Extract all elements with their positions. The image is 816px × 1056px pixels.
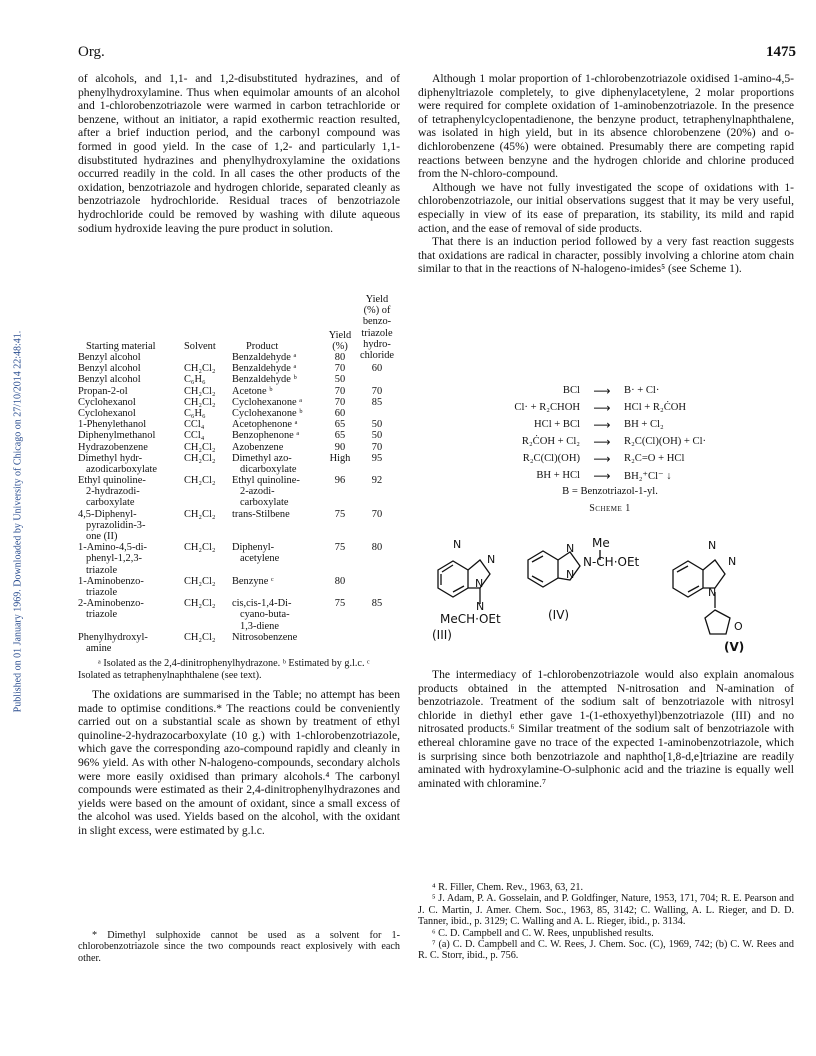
table-row xyxy=(78,363,398,374)
reaction-lhs: R₂ĊOH + Cl₂ xyxy=(521,436,580,447)
structure-IV-label: (IV) xyxy=(548,608,570,622)
atom-label: O xyxy=(734,620,743,633)
atom-label: N xyxy=(708,539,717,552)
right-top xyxy=(418,72,794,276)
cell-solvent: C₆H₆ xyxy=(184,374,206,386)
cell-product: trans-Stilbene xyxy=(232,508,290,520)
table-footnote: ᵃ Isolated as the 2,4-dinitrophenylhydrazone. ᵇ Estimated by g.l.c. ᶜ Isolated as tetraphenylnaphthalene (see text). xyxy=(78,658,370,681)
structure-III-label: (III) xyxy=(432,628,452,642)
cell-product: Dimethyl azo- dicarboxylate xyxy=(232,452,297,475)
cell-product: Acetone ᵇ xyxy=(232,385,273,397)
arrow-icon: ⟶ xyxy=(593,434,611,449)
paragraph: Although we have not fully investigated the scope of oxidations with 1-chlorobenzotriazole, our initial observations suggest that it may be very useful, especially in view of its ease of preparation, its stability, its mild and rapid action, and the ease of removal of side products. xyxy=(418,180,794,235)
atom-label: N xyxy=(487,553,496,566)
atom-label: N xyxy=(708,586,717,599)
paragraph: of alcohols, and 1,1- and 1,2-disubstituted hydrazines, and of phenylhydroxylamine. Thus when equimolar amounts of an alcohol and 1-chlorobenzotriazole were warmed in carbon tetrachloride or benzene, without an initiator, a rapid exothermic reaction resulted, after a brief induction period, and the carbonyl compound was formed in good yield. In the case of 1,2- and particularly 1,1-disubstituted hydrazines and phenylhydroxylamine the oxidations occurred readily in the cold. In all cases the other products of the oxidation, benzotriazole and hydrogen chloride, separated cleanly as benzotriazole hydrochloride. Residual traces of benzotriazole hydrochloride could be removed by washing with dilute aqueous sodium hydroxide leaving the pure product in solution. xyxy=(78,72,400,235)
table-row xyxy=(78,542,398,576)
col-product: Product xyxy=(246,341,279,352)
cell-product: Benzaldehyde ᵃ xyxy=(232,363,297,375)
scheme-reaction xyxy=(470,416,750,433)
cell-product: Benzophenone ᵃ xyxy=(232,430,300,442)
left-intro xyxy=(78,72,400,235)
reference-7: ⁷ (a) C. D. Campbell and C. W. Rees, J. Chem. Soc. (C), 1969, 742; (b) C. W. Rees and R. C. Storr, ibid., p. 756. xyxy=(418,939,794,962)
cell-starting-material: Propan-2-ol xyxy=(78,385,128,397)
table-row xyxy=(78,374,398,385)
cell-yield-hcl: 60 xyxy=(371,363,383,375)
cell-solvent: CH₂Cl₂ xyxy=(184,475,216,487)
paragraph: The intermediacy of 1-chlorobenzotriazole would also explain anomalous products obtained in the attempted N-nitrosation and N-amination of benzotriazole. Treatment of the sodium salt of benzotriazole with nitrosyl chloride in diethyl ether gave 1-(1-ethoxyethyl)benzotriazole (III) and no nitrosated products.⁶ Similar treatment of the sodium salt of benzotriazole with ethereal chloramine gave no trace of the expected 1-aminobenzotriazole, which is surprising since both benzotriazole and naphtho[1,8-d,e]triazine are readily aminated with hydroxylamine-O-sulphonic acid and the triazine is equally well aminated with chloramine.⁷ xyxy=(418,668,794,790)
reaction-rhs: BH₂⁺Cl⁻ ↓ xyxy=(624,470,672,482)
cell-yield: 65 xyxy=(334,430,346,442)
cell-yield: 90 xyxy=(334,441,346,453)
cell-solvent: C₆H₆ xyxy=(184,407,206,419)
reaction-rhs: HCl + R₂ĊOH xyxy=(624,402,687,413)
cell-solvent: CH₂Cl₂ xyxy=(184,441,216,453)
cell-yield-hcl: 70 xyxy=(371,441,383,453)
reaction-lhs: BH + HCl xyxy=(536,470,580,481)
cell-starting-material: Phenylhydroxyl- amine xyxy=(78,631,148,655)
table-row xyxy=(78,352,398,363)
cell-yield: 50 xyxy=(334,374,346,386)
cell-solvent: CH₂Cl₂ xyxy=(184,631,216,643)
cell-yield: 80 xyxy=(334,352,346,363)
cell-product: Acetophenone ᵃ xyxy=(232,419,298,431)
cell-starting-material: 4,5-Diphenyl- pyrazolidin-3- one (II) xyxy=(78,508,146,543)
cell-yield-hcl: 85 xyxy=(371,396,383,408)
atom-label: N xyxy=(475,577,484,590)
cell-starting-material: Benzyl alcohol xyxy=(78,352,141,363)
cell-starting-material: Benzyl alcohol xyxy=(78,374,141,386)
arrow-icon: ⟶ xyxy=(593,451,611,466)
cell-solvent: CCl₄ xyxy=(184,430,205,442)
scheme-reaction xyxy=(470,399,750,416)
cell-product: Benzaldehyde ᵇ xyxy=(232,374,297,386)
cell-yield-hcl: 50 xyxy=(371,430,383,442)
cell-product: Diphenyl- acetylene xyxy=(232,542,280,565)
paragraph: That there is an induction period followed by a very fast reaction suggests that oxidations are radical in character, possibly involving a chlorine atom chain similar to that in the reactions of N-halogeno-imides⁵ (see Scheme 1). xyxy=(418,235,794,276)
reaction-lhs: R₂C(Cl)(OH) xyxy=(522,453,580,464)
cell-yield-hcl: 70 xyxy=(371,508,383,520)
cell-starting-material: Benzyl alcohol xyxy=(78,363,141,375)
cell-starting-material: 2-Aminobenzo- triazole xyxy=(78,598,144,621)
scheme-reaction xyxy=(470,433,750,450)
table-row xyxy=(78,397,398,408)
reference-5: ⁵ J. Adam, P. A. Gosselain, and P. Goldfinger, Nature, 1953, 171, 704; R. E. Pearson and J. C. Martin, J. Amer. Chem. Soc., 1963, 85, 3142; C. Walling, A. L. Rieger, and D. D. Tanner, ibid., p. 3129; C. Walling and A. L. Rieger, ibid., p. 3134. xyxy=(418,893,794,928)
structure-III-substituent: MeCH·OEt xyxy=(440,612,501,626)
cell-yield: High xyxy=(329,452,351,464)
cell-yield: 70 xyxy=(334,385,346,397)
cell-solvent: CH₂Cl₂ xyxy=(184,508,216,520)
cell-product: Cyclohexanone ᵃ xyxy=(232,396,303,408)
scheme-caption: Scheme 1 xyxy=(589,503,631,514)
cell-yield: 60 xyxy=(334,407,346,419)
reaction-lhs: Cl· + R₂CHOH xyxy=(514,402,580,413)
scheme-reaction xyxy=(470,450,750,467)
cell-product: Benzyne ᶜ xyxy=(232,575,274,587)
cell-starting-material: Dimethyl hydr- azodicarboxylate xyxy=(78,452,157,475)
cell-solvent: CH₂Cl₂ xyxy=(184,363,216,375)
cell-starting-material: Cyclohexanol xyxy=(78,396,136,408)
cell-product: Azobenzene xyxy=(232,441,284,453)
reference-4: ⁴ R. Filler, Chem. Rev., 1963, 63, 21. xyxy=(432,882,584,893)
arrow-icon: ⟶ xyxy=(593,400,611,415)
cell-yield-hcl: 80 xyxy=(371,542,383,554)
table-body xyxy=(78,352,398,654)
table-row xyxy=(78,408,398,419)
reaction-rhs: R₂C=O + HCl xyxy=(624,453,685,464)
cell-yield: 96 xyxy=(334,475,346,487)
cell-solvent: CH₂Cl₂ xyxy=(184,452,216,464)
cell-yield: 80 xyxy=(334,575,346,587)
cell-starting-material: Hydrazobenzene xyxy=(78,441,148,453)
table-row xyxy=(78,475,398,509)
cell-solvent: CCl₄ xyxy=(184,419,205,431)
cell-solvent: CH₂Cl₂ xyxy=(184,385,216,397)
cell-yield: 75 xyxy=(334,508,346,520)
cell-yield-hcl: 85 xyxy=(371,598,383,610)
atom-label: N xyxy=(453,538,462,551)
download-watermark: Published on 01 January 1969. Downloaded by University of Chicago on 27/10/2014 22:48:41. xyxy=(12,330,24,713)
left-footnote: * Dimethyl sulphoxide cannot be used as a solvent for 1-chlorobenzotriazole since the two compounds react explosively with each other. xyxy=(78,930,400,964)
structure-IV-substituent: N-CH·OEt xyxy=(583,555,640,569)
cell-starting-material: 1-Phenylethanol xyxy=(78,419,147,431)
cell-yield-hcl: 70 xyxy=(371,385,383,397)
cell-yield: 70 xyxy=(334,363,346,375)
table-row xyxy=(78,509,398,543)
cell-yield: 65 xyxy=(334,419,346,431)
table-row xyxy=(78,576,398,598)
arrow-icon: ⟶ xyxy=(593,468,611,483)
scheme-reaction xyxy=(470,382,750,399)
cell-product: cis,cis-1,4-Di- cyano-buta- 1,3-diene xyxy=(232,598,292,632)
cell-yield: 75 xyxy=(334,598,346,610)
scheme-definition: B = Benzotriazol-1-yl. xyxy=(562,486,658,497)
scheme-reaction xyxy=(470,467,750,484)
cell-product: Cyclohexanone ᵇ xyxy=(232,407,303,419)
paragraph: Although 1 molar proportion of 1-chlorobenzotriazole oxidised 1-amino-4,5-diphenyltriazole completely, to give diphenylacetylene, 2 molar proportions were required for complete oxidation of 1-aminobenzotriazole. In the presence of tetraphenylcyclopentadienone, the benzyne product, tetraphenylnaphthalene, was isolated in high yield, but in its absence chlorobenzene (20%) and o-dichlorobenzene (45%) were obtained. Presumably there are competing rapid reactions between benzyne and the hydrogen chloride and chlorine produced from the N-chloro-compound. xyxy=(418,72,794,181)
references xyxy=(418,882,794,962)
cell-yield: 75 xyxy=(334,542,346,554)
cell-solvent: CH₂Cl₂ xyxy=(184,575,216,587)
col-solvent: Solvent xyxy=(184,341,216,352)
table-row xyxy=(78,419,398,430)
atom-label: N xyxy=(566,542,575,555)
reaction-lhs: BCl xyxy=(562,385,580,396)
scheme-1 xyxy=(470,382,750,514)
atom-label: N xyxy=(728,555,737,568)
cell-solvent: CH₂Cl₂ xyxy=(184,542,216,554)
col-starting-material: Starting material xyxy=(86,341,156,352)
table-row xyxy=(78,442,398,453)
structure-V-label: (V) xyxy=(724,640,745,654)
reaction-lhs: HCl + BCl xyxy=(533,419,580,430)
table-row xyxy=(78,386,398,397)
reaction-rhs: B· + Cl· xyxy=(624,385,660,396)
atom-label: N xyxy=(476,600,485,613)
col-yield-hcl: Yield (%) of benzo- triazole hydro- chloride xyxy=(359,294,395,362)
cell-yield-hcl: 92 xyxy=(371,475,383,487)
cell-starting-material: Ethyl quinoline- 2-hydrazodi- carboxylate xyxy=(78,475,146,509)
cell-product: Nitrosobenzene xyxy=(232,631,298,643)
cell-solvent: CH₂Cl₂ xyxy=(184,598,216,610)
arrow-icon: ⟶ xyxy=(593,417,611,432)
cell-solvent: CH₂Cl₂ xyxy=(184,396,216,408)
right-bottom xyxy=(418,668,794,790)
cell-starting-material: 1-Aminobenzo- triazole xyxy=(78,575,144,599)
page-number: 1475 xyxy=(766,44,796,60)
cell-starting-material: 1-Amino-4,5-di- phenyl-1,2,3- triazole xyxy=(78,542,147,576)
left-body xyxy=(78,688,400,838)
cell-yield: 70 xyxy=(334,396,346,408)
cell-yield-hcl: 95 xyxy=(371,452,383,464)
table-row xyxy=(78,430,398,441)
cell-starting-material: Diphenylmethanol xyxy=(78,430,156,442)
cell-product: Benzaldehyde ᵃ xyxy=(232,352,297,363)
cell-product: Ethyl quinoline- 2-azodi- carboxylate xyxy=(232,475,300,509)
table-row xyxy=(78,632,398,654)
oxidation-table xyxy=(78,294,398,681)
reference-6: ⁶ C. D. Campbell and C. W. Rees, unpublished results. xyxy=(432,927,654,939)
arrow-icon: ⟶ xyxy=(593,383,611,398)
cell-yield-hcl: 50 xyxy=(371,419,383,431)
table-row xyxy=(78,453,398,475)
atom-label: N xyxy=(566,568,575,581)
paragraph: The oxidations are summarised in the Table; no attempt has been made to optimise conditions.* The reactions could be conveniently carried out on a substantial scale as shown by treatment of ethyl quinoline-2-hydrazocarboxylate (10 g.) with 1-chlorobenzotriazole, which gave the corresponding azo-compound rapidly and cleanly in 96% yield. As with other N-halogeno-compounds, secondary alchols were more easily oxidised than primary alcohols.⁴ The carbonyl compounds were estimated as their 2,4-dinitrophenylhydrazones and yields were based on the amount of oxidant, since a small excess of the alcohol was used. Yields based on the alcohol, with the oxidant in slight excess, were estimated by g.l.c. xyxy=(78,688,400,837)
reaction-rhs: BH + Cl₂ xyxy=(624,419,664,430)
structure-IV-methyl: Me xyxy=(592,536,610,550)
reaction-rhs: R₂C(Cl)(OH) + Cl· xyxy=(624,436,707,447)
col-yield: Yield (%) xyxy=(328,330,352,353)
table-row xyxy=(78,598,398,632)
cell-starting-material: Cyclohexanol xyxy=(78,407,136,419)
journal-section: Org. xyxy=(78,44,105,60)
